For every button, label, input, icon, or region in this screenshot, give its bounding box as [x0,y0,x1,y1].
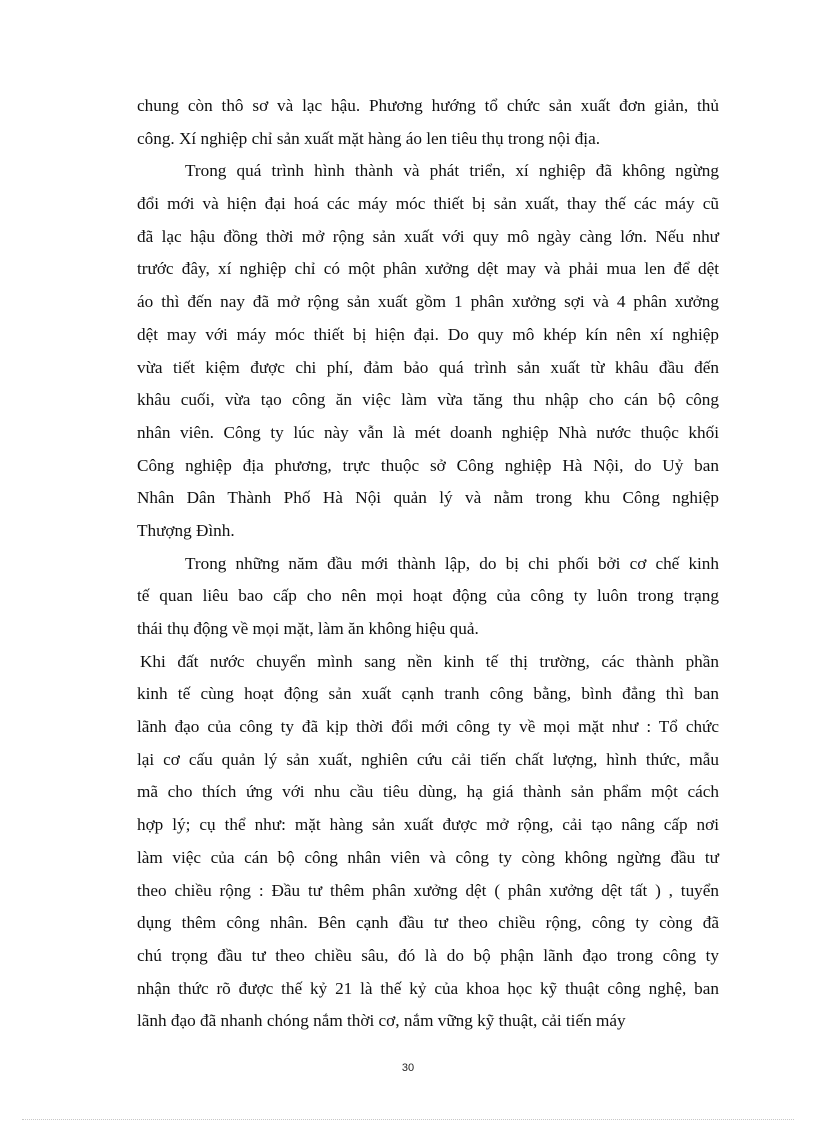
text-line: theo chiều rộng : Đầu tư thêm phân xưởng dệt ( phân xưởng dệt tất ) , tuyển [137,880,719,900]
text-line: làm việc của cán bộ công nhân viên và công ty còng không ngừng đầu tư [137,847,719,867]
text-line: dụng thêm công nhân. Bên cạnh đầu tư theo chiều rộng, công ty còng đã [137,913,719,933]
text-line: Khi đất nước chuyển mình sang nền kinh tế thị trường, các thành phần [140,651,719,671]
text-line: kinh tế cùng hoạt động sản xuất cạnh tranh công bằng, bình đẳng thì ban [137,684,719,704]
text-line: đã lạc hậu đồng thời mở rộng sản xuất với quy mô ngày càng lớn. Nếu như [137,226,719,246]
text-line: Trong quá trình hình thành và phát triển, xí nghiệp đã không ngừng [185,161,719,181]
text-line: Nhân Dân Thành Phố Hà Nội quản lý và nằm trong khu Công nghiệp [137,488,719,508]
text-line: Trong những năm đầu mới thành lập, do bị chi phối bởi cơ chế kinh [185,553,719,573]
text-line: Thượng Đình. [137,520,235,540]
text-line: đổi mới và hiện đại hoá các máy móc thiết bị sản xuất, thay thế các máy cũ [137,194,719,214]
text-line: tế quan liêu bao cấp cho nên mọi hoạt động của công ty luôn trong trạng [137,586,719,606]
text-line: lãnh đạo đã nhanh chóng nắm thời cơ, nắm vững kỹ thuật, cải tiến máy [137,1011,626,1031]
document-body [137,90,719,1038]
text-line: trước đây, xí nghiệp chỉ có một phân xưởng dệt may và phải mua len để dệt [137,259,719,279]
text-line: vừa tiết kiệm được chi phí, đảm bảo quá trình sản xuất từ khâu đầu đến [137,357,719,377]
text-line: khâu cuối, vừa tạo công ăn việc làm vừa tăng thu nhập cho cán bộ công [137,390,719,410]
text-line: mã cho thích ứng với nhu cầu tiêu dùng, hạ giá thành sản phẩm một cách [137,782,719,802]
text-line: dệt may với máy móc thiết bị hiện đại. Do quy mô khép kín nên xí nghiệp [137,324,719,344]
text-line: nhân viên. Công ty lúc này vẫn là mét doanh nghiệp Nhà nước thuộc khối [137,422,719,442]
text-line: nhận thức rõ được thế kỷ 21 là thế kỷ của khoa học kỹ thuật công nghệ, ban [137,978,719,998]
text-line: lãnh đạo của công ty đã kịp thời đổi mới công ty về mọi mặt như : Tổ chức [137,717,719,737]
text-line: chung còn thô sơ và lạc hậu. Phương hướng tổ chức sản xuất đơn giản, thủ [137,96,719,115]
text-line: Công nghiệp địa phương, trực thuộc sở Công nghiệp Hà Nội, do Uỷ ban [137,455,719,475]
page-bottom-divider [22,1119,794,1120]
text-line: thái thụ động về mọi mặt, làm ăn không hiệu quả. [137,619,479,638]
text-line: lại cơ cấu quản lý sản xuất, nghiên cứu cải tiến chất lượng, hình thức, mẫu [137,749,719,769]
text-line: hợp lý; cụ thể như: mặt hàng sản xuất được mở rộng, cải tạo nâng cấp nơi [137,815,719,835]
text-line: công. Xí nghiệp chỉ sản xuất mặt hàng áo len tiêu thụ trong nội địa. [137,128,601,148]
text-line: chú trọng đầu tư theo chiều sâu, đó là do bộ phận lãnh đạo trong công ty [137,945,719,965]
text-line: áo thì đến nay đã mở rộng sản xuất gồm 1 phân xưởng sợi và 4 phân xưởng [137,292,719,312]
page-number: 30 [401,1062,415,1074]
